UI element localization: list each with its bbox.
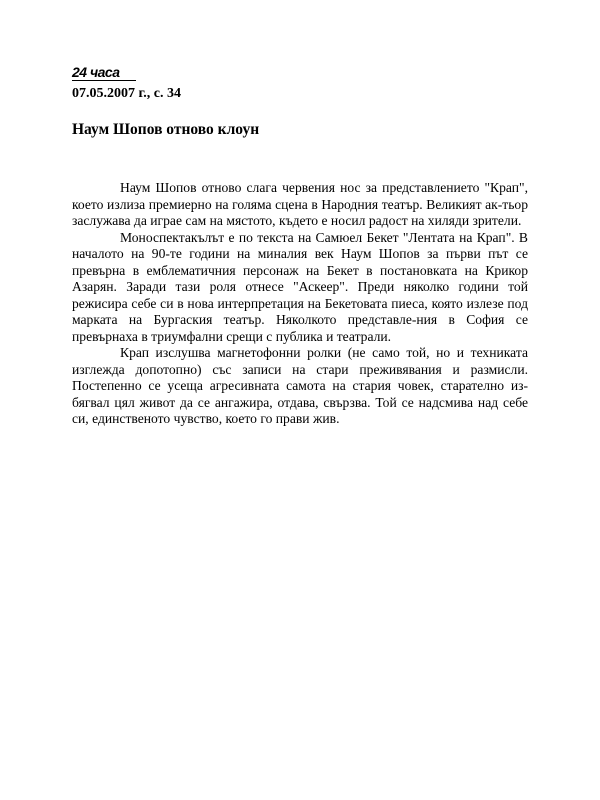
- article-title: Наум Шопов отново клоун: [72, 121, 260, 138]
- publication-name: 24 часа: [72, 64, 120, 80]
- logo-underline: [72, 80, 136, 81]
- article-paragraph-2: Моноспектакълът е по текста на Самюел Бекет "Лентата на Крап". В началото на 90-те години на миналия век Наум Шопов за първи път се превърна в емблематичния персонаж на Бекет в постановката на Крикор Азарян. Заради тази роля отнесе "Аскеер". Преди няколко години той режисира себе си в нова интерпретация на Бекетовата пиеса, която излезе под марката на Бургаския театър. Няколкото представле-ния в София се превърнаха в триумфални срещи с публика и театрали.: [72, 229, 528, 344]
- article-paragraph-3: Крап изслушва магнетофонни ролки (не само той, но и техниката изглежда допотопно) със записи на стари преживявания и размисли. Постепенно се усеща агресивната самота на стария човек, старателно из-бягвал цял живот да се ангажира, отдава, свързва. Той се надсмива над себе си, единственото чувство, което го прави жив.: [72, 345, 528, 426]
- article-body: [72, 180, 528, 428]
- source-date-page: 07.05.2007 г., с. 34: [72, 86, 181, 101]
- article-paragraph-1: Наум Шопов отново слага червения нос за представлението "Крап", което излиза премиерно на голяма сцена в Народния театър. Великият ак-тьор заслужава да играе сам на мястото, където е носил радост на хиляди зрители.: [72, 180, 528, 228]
- publication-logo: [72, 64, 136, 84]
